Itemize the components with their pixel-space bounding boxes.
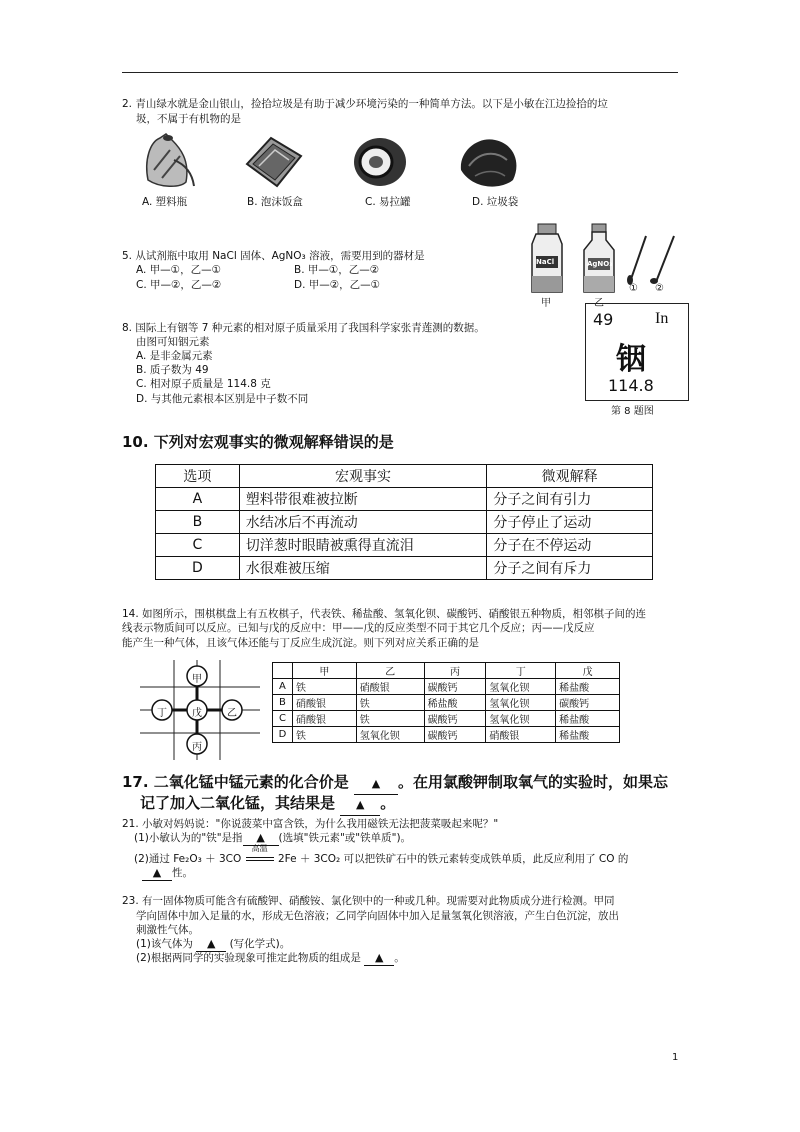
q5-option-a: A. 甲—①，乙—① xyxy=(136,264,221,276)
table-cell: C xyxy=(156,534,240,557)
q21-text-part: 性。 xyxy=(172,867,193,879)
q8-text-line2: 由图可知铟元素 xyxy=(136,336,210,348)
table-header-cell: 选项 xyxy=(156,465,240,488)
table-cell: 铁 xyxy=(356,711,424,727)
table-cell: 稀盐酸 xyxy=(424,695,486,711)
q23-text-line3: 刺激性气体。 xyxy=(136,924,199,936)
answer-blank: ▲ xyxy=(243,831,279,846)
table-header-cell: 丙 xyxy=(424,663,486,679)
q5-option-d: D. 甲—②，乙—① xyxy=(294,279,381,291)
plastic-bottle-image xyxy=(140,130,200,192)
table-row xyxy=(156,557,653,580)
table-row xyxy=(156,511,653,534)
table-cell: 氢氧化钡 xyxy=(486,711,556,727)
bottle-yi-image xyxy=(580,222,618,296)
table-header-row xyxy=(156,465,653,488)
table-row xyxy=(273,727,620,743)
answer-blank: ▲ xyxy=(196,937,226,952)
bottle-jia-label: NaCl xyxy=(536,258,555,266)
table-header-row xyxy=(273,663,620,679)
table-cell: 分子在不停运动 xyxy=(487,534,653,557)
q10-text: 10. 下列对宏观事实的微观解释错误的是 xyxy=(122,433,394,451)
q23-text-part: (写化学式)。 xyxy=(229,938,291,950)
q21-text-part: 2Fe ＋ 3CO₂ 可以把铁矿石中的铁元素转变成铁单质，此反应利用了 CO 的 xyxy=(277,853,629,865)
caption-two: ② xyxy=(655,283,664,294)
q8-figure-caption: 第 8 题图 xyxy=(611,406,654,417)
table-cell: 硝酸银 xyxy=(356,679,424,695)
element-mass: 114.8 xyxy=(608,376,654,395)
table-cell: B xyxy=(156,511,240,534)
table-cell: 碳酸钙 xyxy=(424,679,486,695)
piece-label: 戊 xyxy=(192,708,202,719)
table-cell: A xyxy=(273,679,293,695)
element-symbol: In xyxy=(655,310,669,327)
q8-option-a: A. 是非金属元素 xyxy=(136,350,213,362)
table-cell: 碳酸钙 xyxy=(424,727,486,743)
q23-text-part: 。 xyxy=(394,952,405,964)
caption-jia: 甲 xyxy=(541,298,551,309)
answer-blank: ▲ xyxy=(364,951,394,966)
q17-text-part: 记了加入二氧化锰，其结果是 xyxy=(140,794,336,812)
q21-text-part: (1)小敏认为的"铁"是指 xyxy=(134,832,243,844)
table-cell: B xyxy=(273,695,293,711)
q14-table xyxy=(272,662,620,743)
table-cell: 塑料带很难被拉断 xyxy=(239,488,487,511)
table-header-cell: 乙 xyxy=(356,663,424,679)
table-cell: 氢氧化钡 xyxy=(486,679,556,695)
table-row xyxy=(156,534,653,557)
table-cell: 硝酸银 xyxy=(486,727,556,743)
spoon-and-dropper-image xyxy=(624,234,684,286)
q21-text-line1: 21. 小敏对妈妈说："你说菠菜中富含铁，为什么我用磁铁无法把菠菜吸起来呢？" xyxy=(122,818,499,830)
q14-text-line3: 能产生一种气体，且该气体还能与丁反应生成沉淀。则下列对应关系正确的是 xyxy=(122,637,479,649)
q14-text-line1: 14. 如图所示，围棋棋盘上有五枚棋子，代表铁、稀盐酸、氢氧化钡、碳酸钙、硝酸银五种物质，相邻棋子间的连 xyxy=(122,608,647,620)
page-number: 1 xyxy=(672,1052,679,1063)
reaction-arrow xyxy=(245,844,275,866)
q17-text-part: 17. 二氧化锰中锰元素的化合价是 xyxy=(122,773,349,791)
q2-option-b: B. 泡沫饭盒 xyxy=(247,196,303,208)
q17-text-line2 xyxy=(140,793,395,816)
q23-text-line1: 23. 有一固体物质可能含有硫酸钾、硝酸铵、氯化钡中的一种或几种。现需要对此物质成分进行检测。甲同 xyxy=(122,895,615,907)
table-header-cell: 甲 xyxy=(292,663,356,679)
q2-option-d: D. 垃圾袋 xyxy=(472,196,519,208)
table-cell: 铁 xyxy=(292,727,356,743)
table-header-cell: 微观解释 xyxy=(487,465,653,488)
table-cell: 铁 xyxy=(356,695,424,711)
q21-text-part: (选填"铁元素"或"铁单质")。 xyxy=(278,832,412,844)
table-cell: 分子之间有斥力 xyxy=(487,557,653,580)
q23-text-part: (2)根据两同学的实验现象可推定此物质的组成是 xyxy=(136,952,361,964)
q8-option-d: D. 与其他元素根本区别是中子数不同 xyxy=(136,393,309,405)
q8-option-c: C. 相对原子质量是 114.8 克 xyxy=(136,378,271,390)
q5-text: 5. 从试剂瓶中取用 NaCl 固体、AgNO₃ 溶液，需要用到的器材是 xyxy=(122,250,425,262)
table-cell: C xyxy=(273,711,293,727)
table-cell: 分子之间有引力 xyxy=(487,488,653,511)
q17-text-part: 。在用氯酸钾制取氧气的实验时，如果忘 xyxy=(398,773,669,791)
reaction-condition: 高温 xyxy=(251,844,268,853)
table-cell: 硝酸银 xyxy=(292,711,356,727)
table-cell: 硝酸银 xyxy=(292,695,356,711)
element-name: 铟 xyxy=(616,342,646,377)
q2-text-line1: 2. 青山绿水就是金山银山，捡拾垃圾是有助于减少环境污染的一种简单方法。以下是小敏在江边捡拾的垃 xyxy=(122,98,608,110)
table-header-cell xyxy=(273,663,293,679)
element-number: 49 xyxy=(593,310,614,329)
table-cell: D xyxy=(156,557,240,580)
answer-blank: ▲ xyxy=(354,774,398,795)
table-row xyxy=(273,679,620,695)
table-row xyxy=(273,711,620,727)
q23-text-line5 xyxy=(136,951,405,966)
piece-label: 丙 xyxy=(192,742,202,753)
foam-lunchbox-image xyxy=(243,130,303,192)
table-cell: 稀盐酸 xyxy=(556,727,620,743)
q17-text-part: 。 xyxy=(380,794,396,812)
q5-option-c: C. 甲—②，乙—② xyxy=(136,279,222,291)
piece-label: 丁 xyxy=(157,708,167,719)
q21-text-line4 xyxy=(142,866,193,881)
q8-text-line1: 8. 国际上有铟等 7 种元素的相对原子质量采用了我国科学家张青莲测的数据。 xyxy=(122,322,485,334)
q21-text-part: (2)通过 Fe₂O₃ ＋ 3CO xyxy=(134,853,242,865)
q2-option-a: A. 塑料瓶 xyxy=(142,196,188,208)
table-cell: A xyxy=(156,488,240,511)
q8-option-b: B. 质子数为 49 xyxy=(136,364,209,376)
table-cell: 稀盐酸 xyxy=(556,711,620,727)
table-row xyxy=(273,695,620,711)
q5-option-b: B. 甲—①，乙—② xyxy=(294,264,380,276)
answer-blank: ▲ xyxy=(340,795,380,816)
q21-text-line3 xyxy=(134,844,629,866)
piece-label: 甲 xyxy=(192,674,202,685)
table-cell: 铁 xyxy=(292,679,356,695)
table-cell: 碳酸钙 xyxy=(556,695,620,711)
bottle-yi-label: AgNO₃ xyxy=(587,260,613,268)
table-cell: 氢氧化钡 xyxy=(486,695,556,711)
q2-text-line2: 圾，不属于有机物的是 xyxy=(136,113,241,125)
table-cell: 稀盐酸 xyxy=(556,679,620,695)
piece-label: 乙 xyxy=(227,708,237,719)
answer-blank: ▲ xyxy=(142,866,172,881)
q23-text-part: (1)该气体为 xyxy=(136,938,193,950)
table-header-cell: 戊 xyxy=(556,663,620,679)
table-cell: 水很难被压缩 xyxy=(239,557,487,580)
q10-table xyxy=(155,464,653,580)
header-rule xyxy=(122,72,678,73)
q23-text-line2: 学向固体中加入足量的水，形成无色溶液；乙同学向固体中加入足量氢氧化钡溶液，产生白色沉淀，放出 xyxy=(136,910,619,922)
table-cell: D xyxy=(273,727,293,743)
table-cell: 碳酸钙 xyxy=(424,711,486,727)
table-header-cell: 丁 xyxy=(486,663,556,679)
q2-option-c: C. 易拉罐 xyxy=(365,196,411,208)
table-cell: 氢氧化钡 xyxy=(356,727,424,743)
table-header-cell: 宏观事实 xyxy=(239,465,487,488)
q23-text-line4 xyxy=(136,937,290,952)
table-row xyxy=(156,488,653,511)
q17-text-line1 xyxy=(122,772,668,795)
can-image xyxy=(350,130,410,192)
table-cell: 水结冰后不再流动 xyxy=(239,511,487,534)
table-cell: 切洋葱时眼睛被熏得直流泪 xyxy=(239,534,487,557)
caption-yi: 乙 xyxy=(594,298,604,309)
caption-one: ① xyxy=(629,283,638,294)
table-cell: 分子停止了运动 xyxy=(487,511,653,534)
q14-text-line2: 线表示物质间可以反应。已知与戊的反应中：甲——戊的反应类型不同于其它几个反应；丙——戊反应 xyxy=(122,622,595,634)
garbage-bag-image xyxy=(455,130,525,192)
